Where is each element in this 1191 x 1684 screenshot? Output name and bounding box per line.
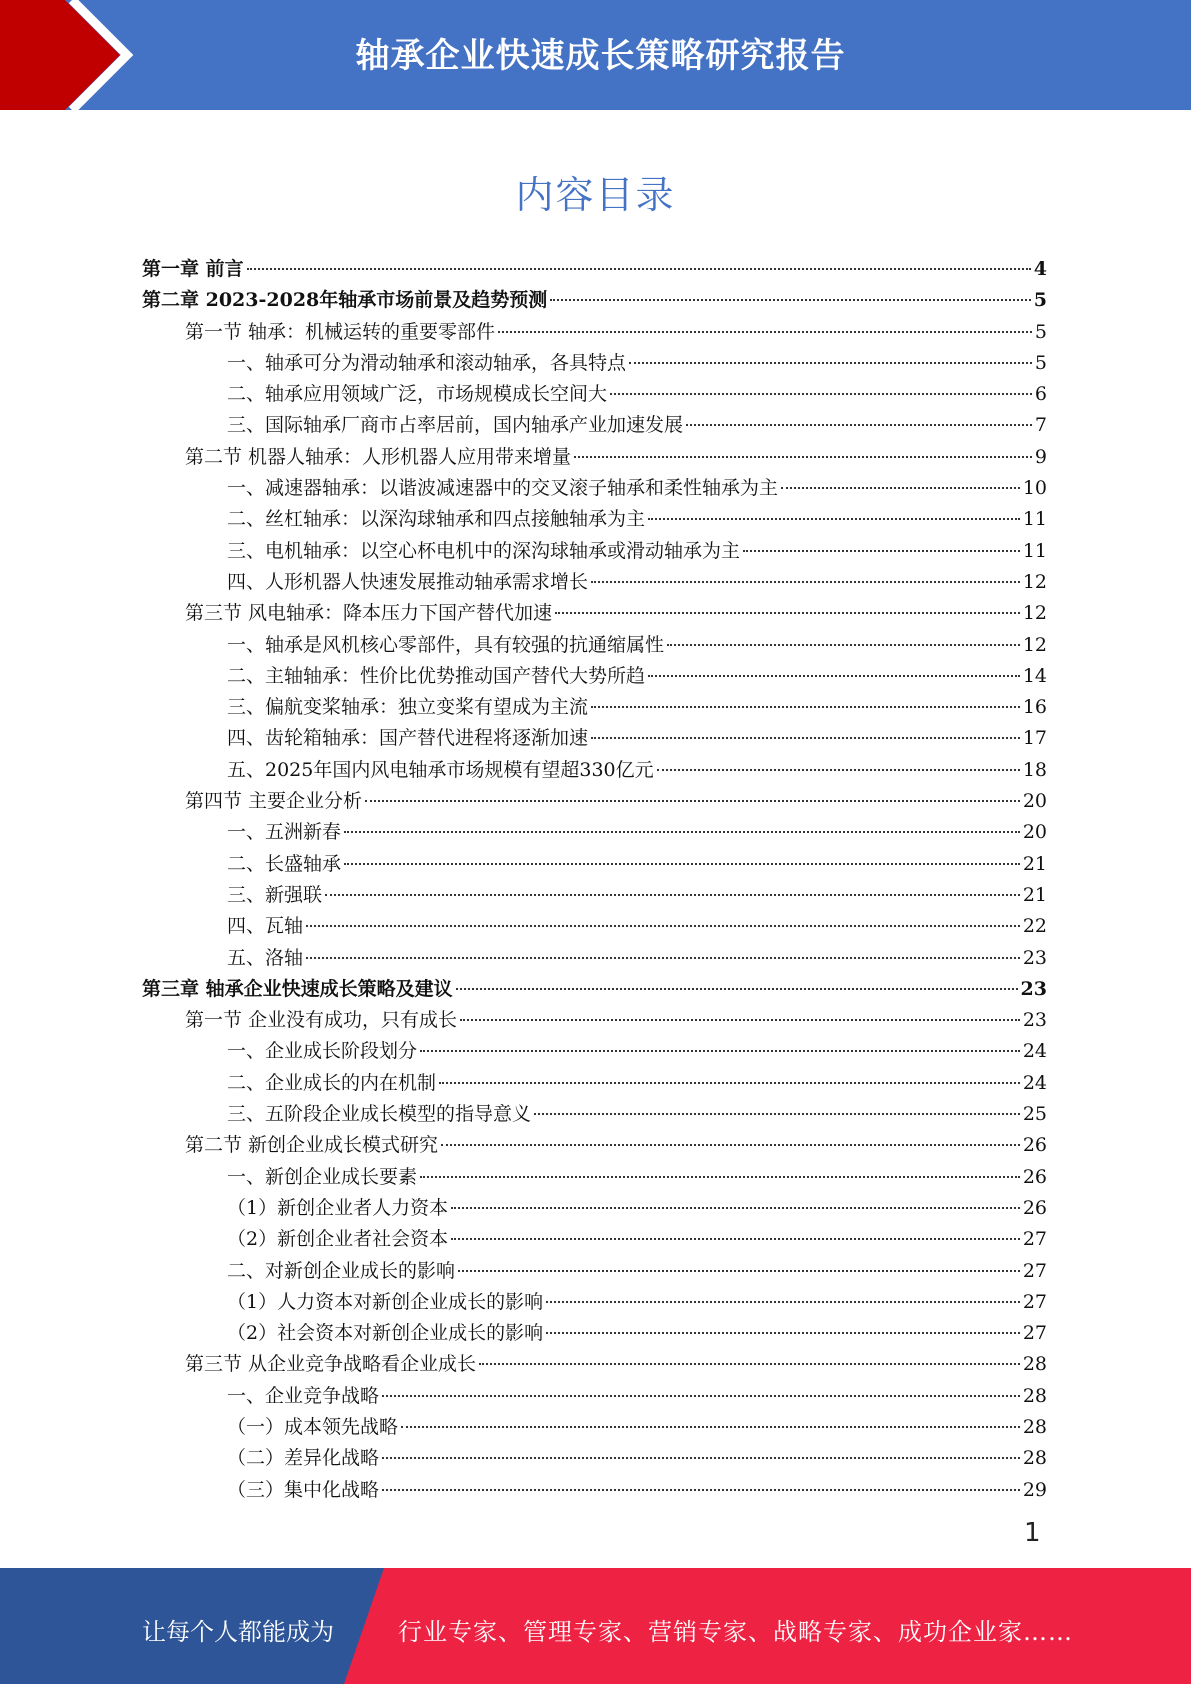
toc-entry-page: 29	[1022, 1478, 1047, 1501]
toc-dot-leader	[382, 1488, 1020, 1491]
toc-entry-label: 第四节 主要企业分析	[185, 790, 363, 813]
toc-entry[interactable]	[142, 442, 1047, 473]
toc-entry-label: 三、电机轴承：以空心杯电机中的深沟球轴承或滑动轴承为主	[227, 539, 741, 562]
toc-dot-leader	[344, 830, 1020, 833]
toc-entry[interactable]	[142, 317, 1047, 348]
toc-entry-label: （2）社会资本对新创企业成长的影响	[227, 1322, 544, 1345]
toc-entry-page: 28	[1022, 1384, 1047, 1407]
toc-entry-label: 第一章 前言	[142, 258, 244, 280]
toc-entry-page: 20	[1022, 790, 1047, 813]
toc-entry[interactable]	[142, 786, 1047, 817]
toc-entry[interactable]	[142, 661, 1047, 692]
toc-entry-page: 21	[1022, 883, 1047, 906]
toc-entry-label: 三、五阶段企业成长模型的指导意义	[227, 1103, 532, 1126]
toc-entry-label: 第一节 轴承：机械运转的重要零部件	[185, 320, 496, 343]
toc-entry[interactable]	[142, 285, 1047, 316]
toc-entry-label: 四、人形机器人快速发展推动轴承需求增长	[227, 570, 589, 593]
toc-entry-page: 12	[1022, 602, 1047, 625]
toc-entry[interactable]	[142, 1256, 1047, 1287]
toc-dot-leader	[382, 1394, 1020, 1397]
toc-dot-leader	[306, 924, 1020, 927]
toc-dot-leader	[306, 956, 1020, 959]
toc-entry[interactable]	[142, 1130, 1047, 1161]
toc-dot-leader	[456, 987, 1018, 990]
toc-dot-leader	[781, 486, 1020, 489]
toc-heading: 内容目录	[515, 173, 676, 217]
toc-entry-label: 三、新强联	[227, 883, 323, 906]
toc-entry-label: （1）人力资本对新创企业成长的影响	[227, 1290, 544, 1313]
report-title: 轴承企业快速成长策略研究报告	[355, 36, 846, 76]
toc-entry-page: 27	[1022, 1290, 1047, 1313]
toc-dot-leader	[648, 674, 1020, 677]
toc-dot-leader	[382, 1456, 1020, 1459]
toc-entry[interactable]	[142, 911, 1047, 942]
toc-entry-label: 一、企业成长阶段划分	[227, 1040, 418, 1063]
toc-entry[interactable]	[142, 598, 1047, 629]
toc-entry-page: 5	[1033, 289, 1047, 312]
toc-entry-label: 第三节 风电轴承：降本压力下国产替代加速	[185, 602, 553, 625]
toc-entry-label: 第一节 企业没有成功，只有成长	[185, 1009, 458, 1032]
toc-entry-label: 三、国际轴承厂商市占率居前，国内轴承产业加速发展	[227, 414, 684, 437]
toc-entry[interactable]	[142, 1162, 1047, 1193]
toc-dot-leader	[401, 1425, 1020, 1428]
toc-entry-label: 一、轴承是风机核心零部件，具有较强的抗通缩属性	[227, 633, 665, 656]
toc-entry-page: 12	[1022, 633, 1047, 656]
toc-entry-label: （三）集中化战略	[227, 1478, 380, 1501]
toc-entry-page: 5	[1034, 351, 1047, 374]
toc-entry[interactable]	[142, 1475, 1047, 1506]
footer-banner	[0, 1568, 1191, 1684]
toc-entry[interactable]	[142, 567, 1047, 598]
toc-entry[interactable]	[142, 1318, 1047, 1349]
table-of-contents	[142, 254, 1047, 1506]
toc-entry-label: 一、轴承可分为滑动轴承和滚动轴承，各具特点	[227, 351, 627, 374]
toc-entry-page: 23	[1022, 1009, 1047, 1032]
toc-dot-leader	[648, 517, 1020, 520]
toc-entry-label: 一、五洲新春	[227, 821, 342, 844]
toc-dot-leader	[550, 298, 1031, 301]
toc-entry-label: 二、主轴轴承：性价比优势推动国产替代大势所趋	[227, 664, 646, 687]
toc-dot-leader	[247, 267, 1031, 270]
toc-dot-leader	[743, 549, 1020, 552]
toc-dot-leader	[458, 1269, 1020, 1272]
header-banner	[0, 0, 1191, 110]
toc-dot-leader	[657, 768, 1020, 771]
toc-entry-label: （1）新创企业者人力资本	[227, 1196, 449, 1219]
toc-dot-leader	[451, 1237, 1020, 1240]
toc-dot-leader	[344, 862, 1020, 865]
toc-entry-page: 26	[1022, 1196, 1047, 1219]
toc-entry-label: （一）成本领先战略	[227, 1415, 399, 1438]
toc-entry[interactable]	[142, 379, 1047, 410]
toc-entry-label: 二、丝杠轴承：以深沟球轴承和四点接触轴承为主	[227, 508, 646, 531]
toc-entry-page: 28	[1022, 1415, 1047, 1438]
toc-dot-leader	[555, 611, 1020, 614]
toc-entry-page: 26	[1022, 1134, 1047, 1157]
toc-dot-leader	[546, 1300, 1020, 1303]
toc-dot-leader	[441, 1143, 1020, 1146]
toc-entry[interactable]	[142, 755, 1047, 786]
toc-dot-leader	[420, 1175, 1020, 1178]
toc-entry-label: 一、企业竞争战略	[227, 1384, 380, 1407]
toc-entry-page: 11	[1022, 508, 1047, 531]
toc-entry-label: 第三节 从企业竞争战略看企业成长	[185, 1353, 477, 1376]
toc-entry[interactable]	[142, 348, 1047, 379]
toc-entry[interactable]	[142, 504, 1047, 535]
toc-entry[interactable]	[142, 1443, 1047, 1474]
toc-entry-label: 第二节 机器人轴承：人形机器人应用带来增量	[185, 445, 572, 468]
toc-dot-leader	[667, 643, 1020, 646]
toc-entry-label: 一、新创企业成长要素	[227, 1165, 418, 1188]
toc-entry-page: 5	[1034, 320, 1047, 343]
footer-slogan-left: 让每个人都能成为	[142, 1618, 334, 1646]
toc-entry[interactable]	[142, 1005, 1047, 1036]
toc-dot-leader	[629, 361, 1032, 364]
toc-entry[interactable]	[142, 1036, 1047, 1067]
toc-entry-page: 20	[1022, 821, 1047, 844]
toc-dot-leader	[686, 423, 1032, 426]
toc-entry[interactable]	[142, 974, 1047, 1005]
toc-entry-label: 第三章 轴承企业快速成长策略及建议	[142, 977, 453, 1000]
toc-entry-label: （2）新创企业者社会资本	[227, 1228, 449, 1251]
toc-dot-leader	[498, 330, 1032, 333]
toc-entry-page: 9	[1034, 445, 1047, 468]
toc-dot-leader	[325, 893, 1020, 896]
toc-entry[interactable]	[142, 817, 1047, 848]
toc-entry[interactable]	[142, 1287, 1047, 1318]
toc-entry-page: 17	[1022, 727, 1047, 750]
toc-dot-leader	[591, 705, 1020, 708]
toc-dot-leader	[534, 1112, 1020, 1115]
toc-entry-page: 28	[1022, 1447, 1047, 1470]
toc-entry-page: 14	[1022, 664, 1047, 687]
toc-dot-leader	[574, 455, 1032, 458]
toc-entry-label: 二、企业成长的内在机制	[227, 1071, 437, 1094]
page-number: 1	[1024, 1518, 1041, 1548]
toc-entry-page: 24	[1022, 1071, 1047, 1094]
toc-entry-label: 一、减速器轴承：以谐波减速器中的交叉滚子轴承和柔性轴承为主	[227, 477, 779, 500]
toc-entry[interactable]	[142, 1099, 1047, 1130]
toc-dot-leader	[591, 736, 1020, 739]
toc-entry-label: 五、洛轴	[227, 946, 304, 969]
toc-entry-page: 11	[1022, 539, 1047, 562]
toc-dot-leader	[479, 1362, 1020, 1365]
toc-entry[interactable]	[142, 692, 1047, 723]
toc-entry-page: 6	[1034, 383, 1047, 406]
toc-entry[interactable]	[142, 943, 1047, 974]
toc-dot-leader	[365, 799, 1020, 802]
toc-entry[interactable]	[142, 1349, 1047, 1380]
toc-entry[interactable]	[142, 410, 1047, 441]
toc-dot-leader	[546, 1331, 1020, 1334]
toc-entry-page: 23	[1020, 977, 1047, 1000]
toc-entry-page: 27	[1022, 1322, 1047, 1345]
toc-entry[interactable]	[142, 254, 1047, 285]
toc-entry[interactable]	[142, 1068, 1047, 1099]
toc-entry-page: 24	[1022, 1040, 1047, 1063]
toc-entry-label: 第二章 2023-2028年轴承市场前景及趋势预测	[142, 289, 548, 312]
toc-entry-label: 第二节 新创企业成长模式研究	[185, 1134, 439, 1157]
toc-entry-label: 二、轴承应用领域广泛，市场规模成长空间大	[227, 383, 608, 406]
toc-entry[interactable]	[142, 1381, 1047, 1412]
toc-entry-label: （二）差异化战略	[227, 1447, 380, 1470]
toc-entry[interactable]	[142, 880, 1047, 911]
toc-entry-page: 12	[1022, 570, 1047, 593]
toc-entry[interactable]	[142, 1193, 1047, 1224]
toc-entry-page: 27	[1022, 1259, 1047, 1282]
toc-entry-page: 23	[1022, 946, 1047, 969]
toc-entry-page: 10	[1022, 477, 1047, 500]
toc-entry-label: 三、偏航变桨轴承：独立变桨有望成为主流	[227, 696, 589, 719]
toc-entry[interactable]	[142, 849, 1047, 880]
toc-entry-page: 16	[1022, 696, 1047, 719]
footer-slogan-right: 行业专家、管理专家、营销专家、战略专家、成功企业家……	[398, 1618, 1073, 1646]
toc-entry-page: 21	[1022, 852, 1047, 875]
toc-dot-leader	[591, 580, 1020, 583]
toc-dot-leader	[439, 1081, 1020, 1084]
toc-entry[interactable]	[142, 1412, 1047, 1443]
toc-entry-label: 四、瓦轴	[227, 915, 304, 938]
toc-entry-label: 四、齿轮箱轴承：国产替代进程将逐渐加速	[227, 727, 589, 750]
toc-entry-label: 二、对新创企业成长的影响	[227, 1259, 456, 1282]
toc-entry-label: 二、长盛轴承	[227, 852, 342, 875]
toc-dot-leader	[451, 1206, 1020, 1209]
toc-entry-page: 22	[1022, 915, 1047, 938]
toc-entry[interactable]	[142, 630, 1047, 661]
toc-entry-page: 25	[1022, 1103, 1047, 1126]
toc-dot-leader	[460, 1018, 1020, 1021]
toc-entry-label: 五、2025年国内风电轴承市场规模有望超330亿元	[227, 758, 654, 781]
toc-dot-leader	[420, 1049, 1020, 1052]
toc-entry-page: 7	[1034, 414, 1047, 437]
toc-entry-page: 4	[1033, 258, 1047, 280]
toc-entry-page: 27	[1022, 1228, 1047, 1251]
toc-entry[interactable]	[142, 536, 1047, 567]
toc-entry-page: 26	[1022, 1165, 1047, 1188]
toc-dot-leader	[610, 392, 1032, 395]
toc-entry-page: 28	[1022, 1353, 1047, 1376]
toc-entry[interactable]	[142, 723, 1047, 754]
toc-entry[interactable]	[142, 1224, 1047, 1255]
toc-entry[interactable]	[142, 473, 1047, 504]
toc-entry-page: 18	[1022, 758, 1047, 781]
